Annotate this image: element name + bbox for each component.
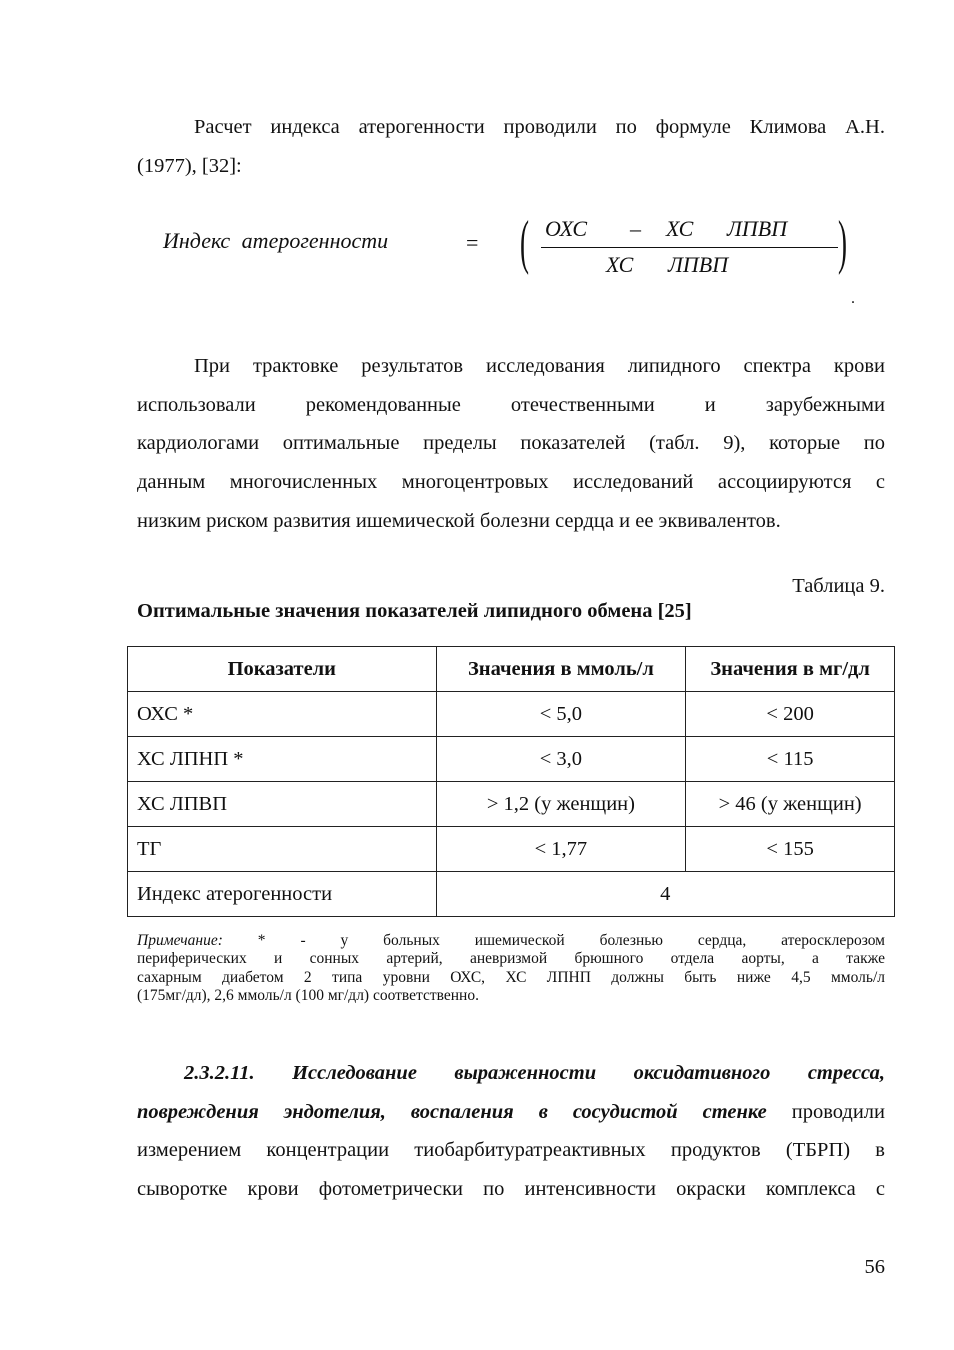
formula-label: Индекс атерогенности bbox=[163, 228, 389, 253]
fraction-line bbox=[541, 247, 838, 248]
left-parenthesis: ( bbox=[520, 209, 529, 275]
right-parenthesis: ) bbox=[838, 209, 847, 275]
cell-indicator: ХС ЛПНП * bbox=[128, 737, 437, 782]
cell-indicator: ТГ bbox=[128, 827, 437, 872]
para2-line-1: При трактовке результатов исследования липидного спектра крови bbox=[194, 355, 885, 377]
section-line-2 bbox=[137, 1093, 885, 1132]
para2-line-3: кардиологами оптимальные пределы показателей (табл. 9), которые по bbox=[137, 432, 885, 455]
para2-line-2: использовали рекомендованные отечественными и зарубежными bbox=[137, 393, 885, 416]
header-mmol: Значения в ммоль/л bbox=[436, 647, 686, 692]
cell-indicator: Индекс атерогенности bbox=[128, 872, 437, 917]
table-header-row bbox=[128, 647, 895, 692]
para2-line-4: данным многочисленных многоцентровых исследований ассоциируются с bbox=[137, 471, 885, 494]
cell-mmol: < 5,0 bbox=[436, 692, 686, 737]
note-line-4: (175мг/дл), 2,6 ммоль/л (100 мг/дл) соответственно. bbox=[137, 987, 479, 1005]
note-label: Примечание: bbox=[137, 932, 223, 949]
note-text-1: * - у больных ишемической болезнью сердца, атеросклерозом bbox=[257, 932, 885, 949]
section-heading-line-1: 2.3.2.11. Исследование выраженности оксидативного стресса, bbox=[184, 1062, 885, 1084]
cell-mmol: < 3,0 bbox=[436, 737, 686, 782]
cell-mmol: > 1,2 (у женщин) bbox=[436, 782, 686, 827]
para2-line-5: низким риском развития ишемической болезни сердца и ее эквивалентов. bbox=[137, 509, 781, 532]
cell-indicator: ХС ЛПВП bbox=[128, 782, 437, 827]
numerator-lpvp: ЛПВП bbox=[727, 216, 788, 241]
intro-line-2: (1977), [32]: bbox=[137, 154, 242, 177]
note-line-1 bbox=[137, 932, 885, 950]
section-paragraph bbox=[137, 1054, 885, 1209]
page-number: 56 bbox=[864, 1256, 885, 1278]
cell-mgdl: < 115 bbox=[686, 737, 895, 782]
section-heading-line-2: повреждения эндотелия, воспаления в сосудистой стенке bbox=[137, 1100, 767, 1123]
numerator-ohs: ОХС bbox=[545, 216, 588, 241]
cell-mgdl: < 200 bbox=[686, 692, 895, 737]
table-row bbox=[128, 872, 895, 917]
formula-trailing-dot: . bbox=[851, 290, 855, 307]
intro-line-1: Расчет индекса атерогенности проводили по формуле Климова А.Н. bbox=[194, 116, 885, 138]
table-row bbox=[128, 782, 895, 827]
formula-equals: = bbox=[466, 230, 479, 255]
cell-mmol: < 1,77 bbox=[436, 827, 686, 872]
cell-mgdl: > 46 (у женщин) bbox=[686, 782, 895, 827]
table-caption: Оптимальные значения показателей липидного обмена [25] bbox=[137, 600, 692, 622]
cell-indicator: ОХС * bbox=[128, 692, 437, 737]
cell-merged-value: 4 bbox=[436, 872, 894, 917]
table-row bbox=[128, 827, 895, 872]
intro-paragraph bbox=[137, 108, 885, 185]
section-line-4: сыворотке крови фотометрически по интенсивности окраски комплекса с bbox=[137, 1178, 885, 1201]
section-text-2: проводили bbox=[791, 1100, 886, 1123]
section-line-3: измерением концентрации тиобарбитуратреактивных продуктов (ТБРП) в bbox=[137, 1139, 885, 1162]
denominator-hs: ХС bbox=[606, 252, 634, 277]
denominator-lpvp: ЛПВП bbox=[668, 252, 729, 277]
numerator-hs: ХС bbox=[666, 216, 694, 241]
cell-mgdl: < 155 bbox=[686, 827, 895, 872]
header-mgdl: Значения в мг/дл bbox=[686, 647, 895, 692]
table-note bbox=[137, 932, 885, 1006]
table-row bbox=[128, 692, 895, 737]
header-indicators: Показатели bbox=[128, 647, 437, 692]
note-line-3: сахарным диабетом 2 типа уровни ОХС, ХС ЛПНП должны быть ниже 4,5 ммоль/л bbox=[137, 968, 885, 986]
table-row bbox=[128, 737, 895, 782]
note-line-2: периферических и сонных артерий, аневризмой брюшного отдела аорты, а также bbox=[137, 950, 885, 968]
interpretation-paragraph bbox=[137, 347, 885, 540]
numerator-minus: – bbox=[630, 216, 641, 241]
lipid-optimal-values-table bbox=[127, 646, 895, 917]
table-number: Таблица 9. bbox=[792, 575, 885, 597]
